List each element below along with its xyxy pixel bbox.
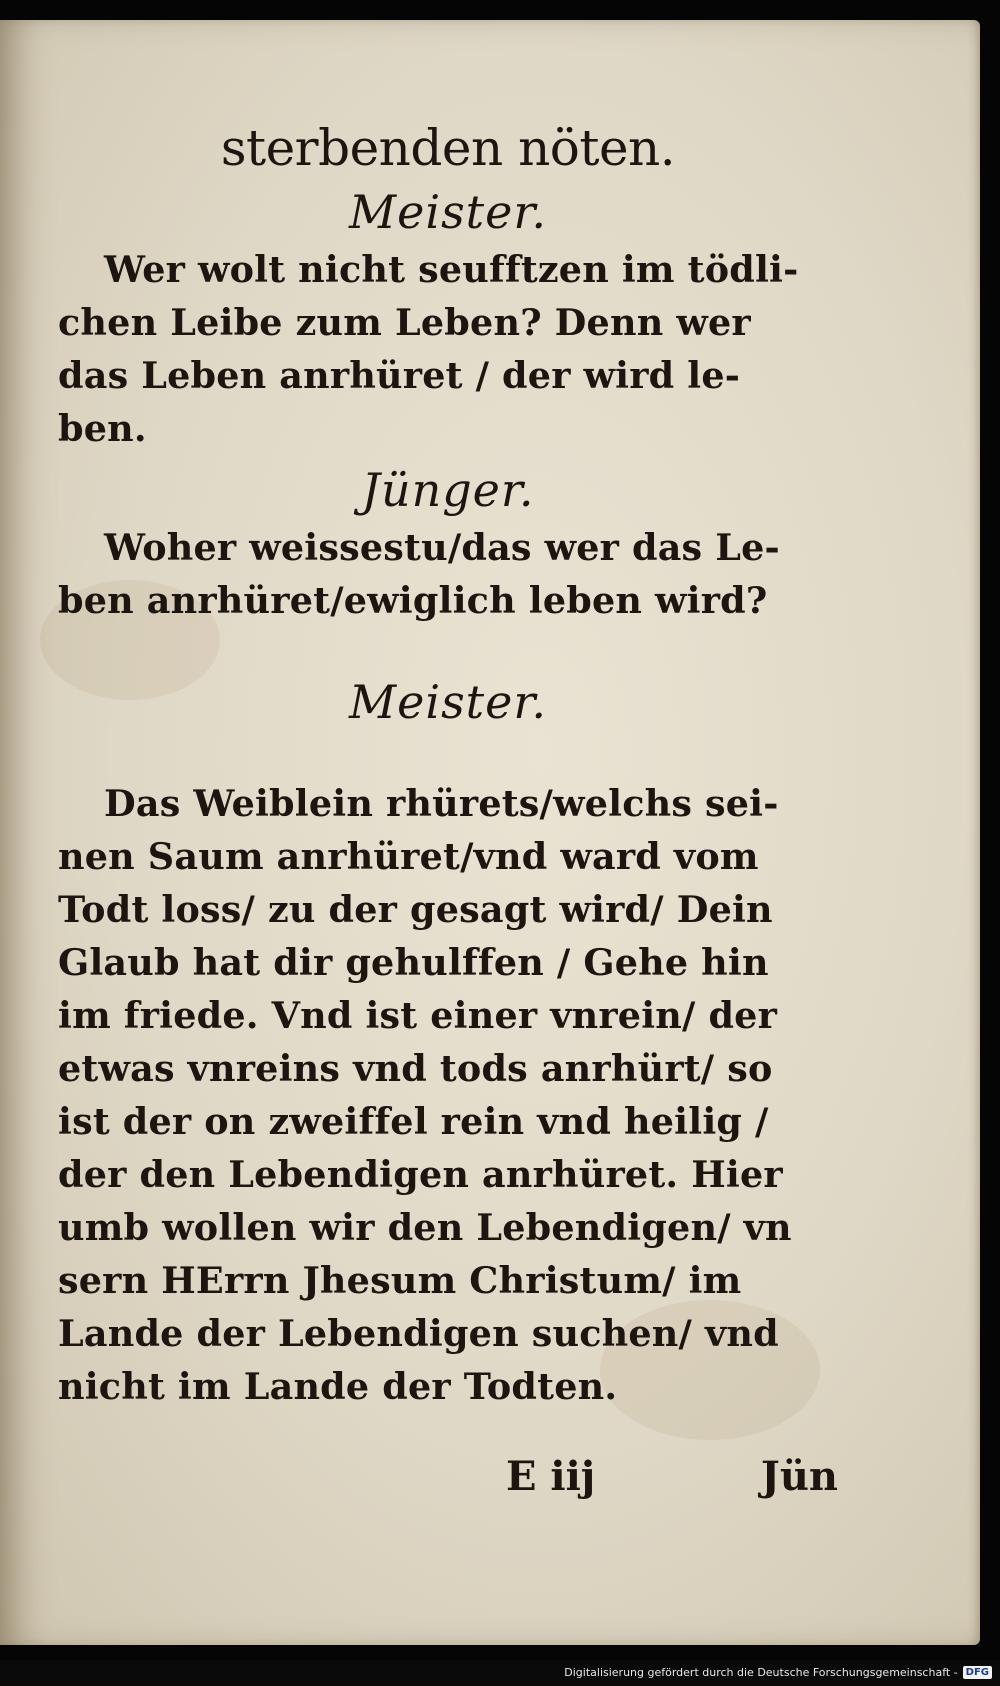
text-line: Woher weissestu/das wer das Le- bbox=[104, 526, 780, 569]
text-line: das Leben anrhüret / der wird le- bbox=[58, 354, 741, 397]
text-line: chen Leibe zum Leben? Denn wer bbox=[58, 301, 751, 344]
speaker-heading: Meister. bbox=[349, 675, 547, 729]
paragraph bbox=[58, 243, 838, 455]
text-line: der den Lebendigen anrhüret. Hier bbox=[58, 1153, 783, 1196]
dfg-logo-icon: DFG bbox=[963, 1666, 992, 1679]
text-line: umb wollen wir den Lebendigen/ vn bbox=[58, 1206, 792, 1249]
paragraph bbox=[58, 521, 838, 627]
text-line: Lande der Lebendigen suchen/ vnd bbox=[58, 1312, 779, 1355]
credit-text: Digitalisierung gefördert durch die Deutsche Forschungsgemeinschaft - bbox=[564, 1665, 958, 1679]
text-line: im friede. Vnd ist einer vnrein/ der bbox=[58, 994, 778, 1037]
page-text bbox=[58, 115, 838, 1523]
text-line: sern HErrn Jhesum Christum/ im bbox=[58, 1259, 742, 1302]
text-line: etwas vnreins vnd tods anrhürt/ so bbox=[58, 1047, 773, 1090]
text-line: ist der on zweiffel rein vnd heilig / bbox=[58, 1100, 769, 1143]
text-line: Todt loss/ zu der gesagt wird/ Dein bbox=[58, 888, 773, 931]
book-page bbox=[0, 20, 980, 1645]
text-line: Glaub hat dir gehulffen / Gehe hin bbox=[58, 941, 769, 984]
text-line: ben anrhüret/ewiglich leben wird? bbox=[58, 579, 768, 622]
digitization-credit bbox=[564, 1660, 992, 1684]
page-footer bbox=[58, 1453, 838, 1523]
spacer bbox=[58, 733, 838, 777]
section-3 bbox=[58, 671, 838, 1413]
catchword: Jün bbox=[760, 1453, 838, 1500]
text-line: Wer wolt nicht seufftzen im tödli- bbox=[104, 248, 799, 291]
text-line: ben. bbox=[58, 407, 147, 450]
text-line: nen Saum anrhüret/vnd ward vom bbox=[58, 835, 759, 878]
text-line: nicht im Lande der Todten. bbox=[58, 1365, 618, 1408]
signature-mark: E iij bbox=[506, 1453, 596, 1500]
paragraph bbox=[58, 777, 838, 1413]
spacer bbox=[58, 627, 838, 671]
speaker-heading: Jünger. bbox=[361, 463, 535, 517]
section-1 bbox=[58, 181, 838, 455]
section-2 bbox=[58, 459, 838, 627]
text-line: Das Weiblein rhürets/welchs sei- bbox=[104, 782, 779, 825]
speaker-heading: Meister. bbox=[349, 185, 547, 239]
running-head: sterbenden nöten. bbox=[220, 119, 676, 177]
